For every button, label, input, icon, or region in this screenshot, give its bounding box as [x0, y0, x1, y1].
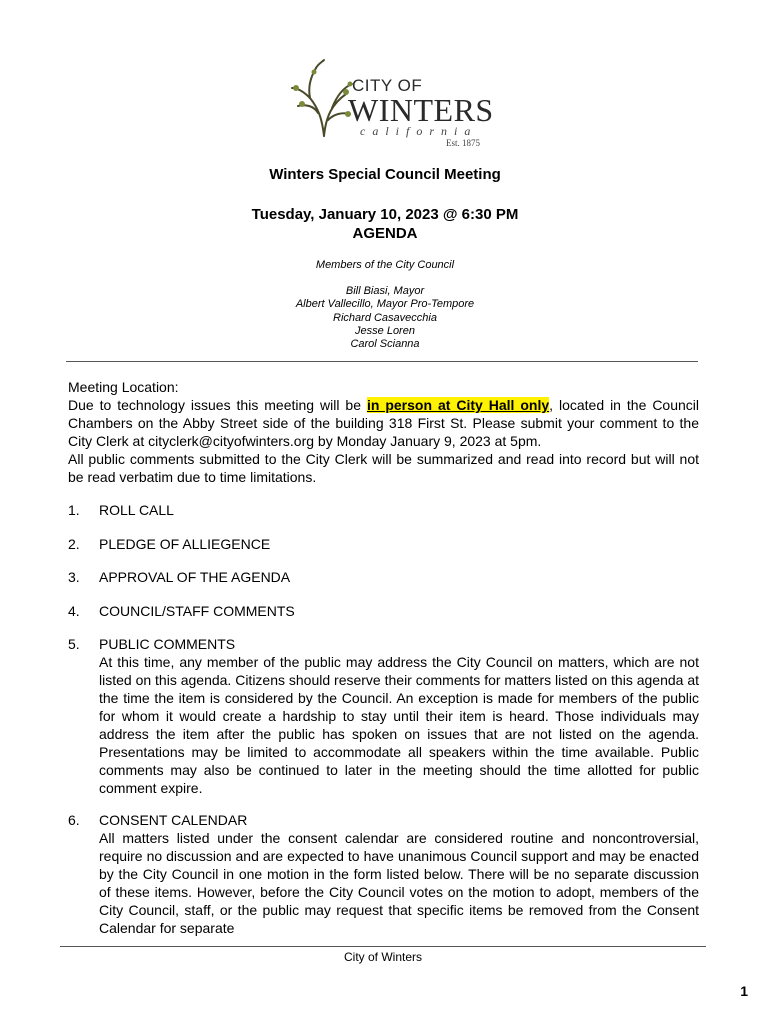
logo-city-of: CITY OF — [352, 76, 423, 95]
logo-est: Est. 1875 — [446, 138, 481, 148]
logo-winters: WINTERS — [348, 92, 494, 128]
page-number: 1 — [740, 983, 748, 999]
meeting-date: Tuesday, January 10, 2023 @ 6:30 PM — [251, 206, 519, 223]
member-name: Richard Casavecchia — [333, 311, 437, 324]
location-note: All public comments submitted to the City Clerk will be summarized and read into record but will not be read verbatim due to time limitations. — [68, 451, 699, 485]
item-description: All matters listed under the consent calendar are considered routine and noncontroversial, require no discussion and are expected to have unanimous Council support and may be enacted by the City Council in one motion in the form listed below. There will be no separate discussion of these items. However, before the City Council votes on the motion to adopt, members of the City Council, staff, or the public may request that specific items be removed from the Consent Calendar for separate — [99, 830, 699, 936]
member-name: Carol Scianna — [350, 338, 420, 351]
item-title: ROLL CALL — [99, 502, 174, 518]
item-number: 4. — [68, 603, 80, 619]
city-logo — [288, 58, 494, 150]
item-number: 2. — [68, 536, 80, 552]
agenda-heading: AGENDA — [352, 225, 418, 242]
meeting-title: Winters Special Council Meeting — [269, 166, 501, 183]
in-person-highlight: in person at City Hall only — [366, 397, 550, 413]
location-paragraph: Due to technology issues this meeting will be in person at City Hall only, located in the Council Chambers on the Abby Street side of the building 318 First St. Please submit your comment to the City Clerk at cityclerk@cityofwinters.org by Monday January 9, 2023 at 5pm. — [68, 397, 700, 449]
item-number: 6. — [68, 812, 80, 828]
member-name: Albert Vallecillo, Mayor Pro-Tempore — [295, 298, 475, 311]
item-description: At this time, any member of the public may address the City Council on matters, which are not listed on this agenda. Citizens should reserve their comments for matters listed on this agenda at the time the item is considered by the Council. An exception is made for members of the public for whom it would create a hardship to stay until their item is heard. Those individuals may address the item after the public has spoken on issues that are not listed on the agenda. Presentations may be limited to accommodate all speakers within the time available. Public comments may also be continued to later in the meeting should the time allotted for public comment expire. — [99, 654, 699, 796]
member-name: Jesse Loren — [355, 324, 415, 337]
member-name: Bill Biasi, Mayor — [345, 285, 425, 297]
item-number: 1. — [68, 502, 80, 518]
item-number: 3. — [68, 569, 80, 585]
members-list — [0, 285, 770, 351]
item-title: COUNCIL/STAFF COMMENTS — [99, 603, 295, 619]
header-divider — [66, 361, 698, 362]
item-title: PUBLIC COMMENTS — [99, 636, 236, 652]
footer-divider — [60, 946, 706, 947]
item-title: CONSENT CALENDAR — [99, 812, 248, 828]
item-title: PLEDGE OF ALLIEGENCE — [99, 536, 271, 552]
footer-text: City of Winters — [343, 950, 422, 964]
logo-california: california — [360, 124, 478, 138]
item-title: APPROVAL OF THE AGENDA — [99, 569, 291, 585]
members-heading: Members of the City Council — [315, 259, 455, 271]
item-number: 5. — [68, 636, 80, 652]
meeting-location — [68, 378, 699, 486]
location-label: Meeting Location: — [68, 379, 179, 395]
